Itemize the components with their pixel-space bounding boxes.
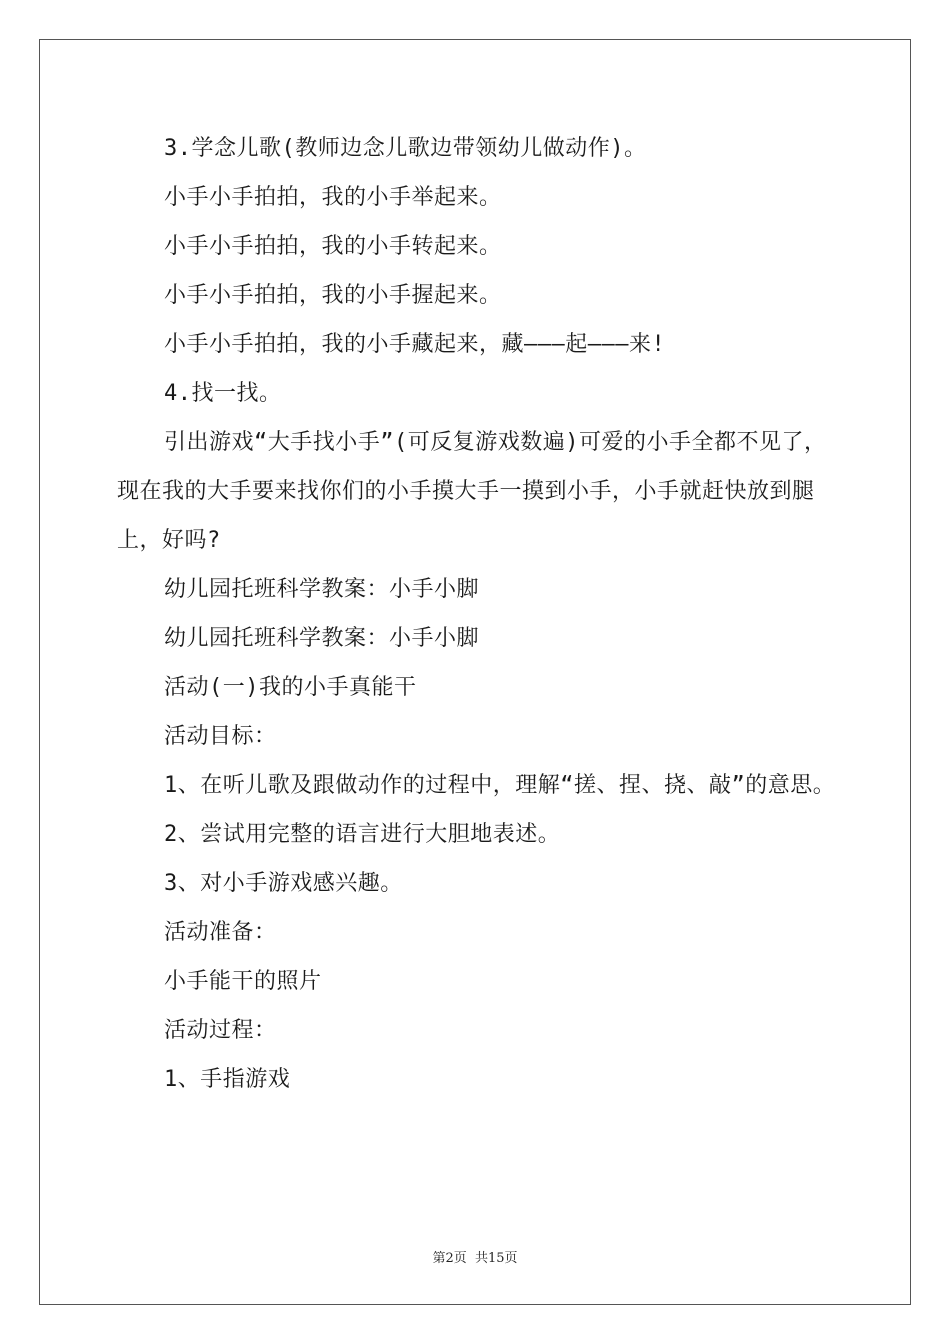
paragraph: 1、手指游戏 xyxy=(164,1067,291,1092)
paragraph: 幼儿园托班科学教案：小手小脚 xyxy=(164,577,480,602)
paragraph: 4.找一找。 xyxy=(164,381,282,406)
paragraph: 1、在听儿歌及跟做动作的过程中，理解“搓、捏、挠、敲”的意思。 xyxy=(164,773,836,798)
paragraph: 活动准备： xyxy=(164,920,277,945)
paragraph: 小手小手拍拍，我的小手举起来。 xyxy=(164,185,502,210)
paragraph: 活动(一)我的小手真能干 xyxy=(164,675,417,700)
paragraph: 活动目标： xyxy=(164,724,277,749)
paragraph: 活动过程： xyxy=(164,1018,277,1043)
paragraph: 幼儿园托班科学教案：小手小脚 xyxy=(164,626,480,651)
paragraph: 小手小手拍拍，我的小手藏起来，藏———起———来! xyxy=(164,332,666,357)
page-number: 第2页 xyxy=(432,1251,467,1266)
paragraph: 引出游戏“大手找小手”(可反复游戏数遍)可爱的小手全都不见了，现在我的大手要来找你们的小手摸大手一摸到小手，小手就赶快放到腿上，好吗? xyxy=(117,430,827,553)
document-body xyxy=(117,124,837,1104)
paragraph: 小手小手拍拍，我的小手转起来。 xyxy=(164,234,502,259)
paragraph: 3.学念儿歌(教师边念儿歌边带领幼儿做动作)。 xyxy=(164,136,647,161)
page-footer xyxy=(0,1247,950,1266)
paragraph: 3、对小手游戏感兴趣。 xyxy=(164,871,403,896)
paragraph: 2、尝试用完整的语言进行大胆地表述。 xyxy=(164,822,561,847)
page-total: 共15页 xyxy=(474,1251,518,1266)
paragraph: 小手能干的照片 xyxy=(164,969,322,994)
paragraph: 小手小手拍拍，我的小手握起来。 xyxy=(164,283,502,308)
